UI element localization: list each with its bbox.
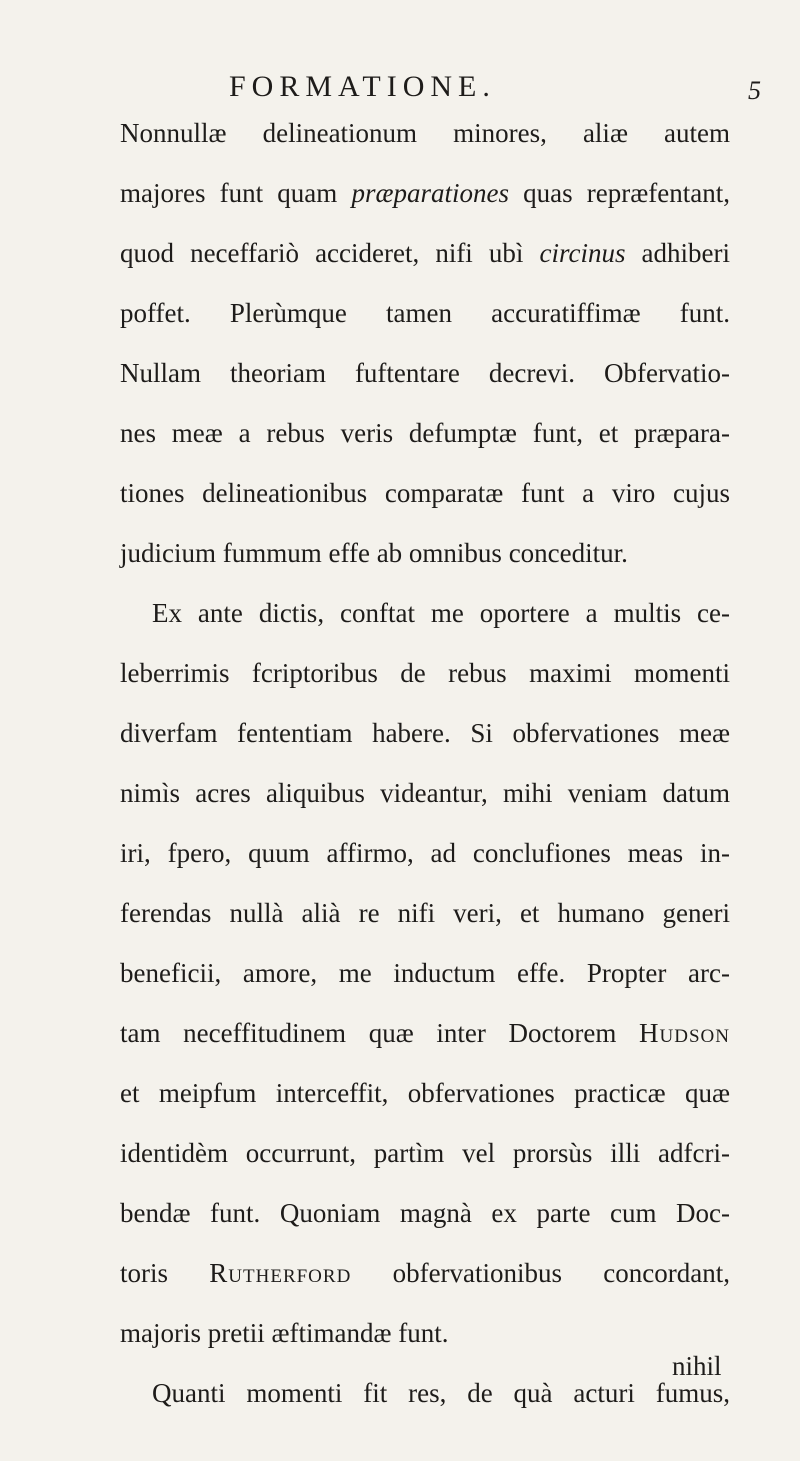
text-line: Quanti momenti fit res, de quà acturi fumus, xyxy=(152,1378,730,1408)
page-number: 5 xyxy=(748,76,761,105)
text-line: nes meæ a rebus veris defumptæ funt, et præpara- xyxy=(120,418,730,448)
italic-term: circinus xyxy=(539,238,626,268)
text-line: identidèm occurrunt, partìm vel prorsùs illi adfcri- xyxy=(120,1138,730,1168)
catchword: nihil xyxy=(672,1351,722,1381)
small-caps-name: Rutherford xyxy=(209,1258,352,1288)
text-line: Nonnullæ delineationum minores, aliæ autem xyxy=(120,118,730,148)
text-line: diverfam fententiam habere. Si obfervationes meæ xyxy=(120,718,730,748)
small-caps-name: Hudson xyxy=(639,1018,730,1048)
text-line: et meipfum interceffit, obfervationes practicæ quæ xyxy=(120,1078,730,1108)
text-line: majores funt quam præparationes quas repræfentant, xyxy=(120,178,730,208)
text-line: ferendas nullà alià re nifi veri, et humano generi xyxy=(120,898,730,928)
running-head: FORMATIONE. xyxy=(229,70,496,103)
text-line: tam neceffitudinem quæ inter Doctorem Hudson xyxy=(120,1018,730,1048)
text-line: Nullam theoriam fuftentare decrevi. Obfervatio- xyxy=(120,358,730,388)
text-line: tiones delineationibus comparatæ funt a viro cujus xyxy=(120,478,730,508)
text-line: iri, fpero, quum affirmo, ad conclufiones meas in- xyxy=(120,838,730,868)
text-line: judicium fummum effe ab omnibus conceditur. xyxy=(120,538,628,568)
italic-term: præparationes xyxy=(351,178,509,208)
text-line: beneficii, amore, me inductum effe. Propter arc- xyxy=(120,958,730,988)
text-line: nimìs acres aliquibus videantur, mihi veniam datum xyxy=(120,778,730,808)
text-line: Ex ante dictis, conftat me oportere a multis ce- xyxy=(152,598,730,628)
text-line: bendæ funt. Quoniam magnà ex parte cum Doc- xyxy=(120,1198,730,1228)
text-line: poffet. Plerùmque tamen accuratiffimæ funt. xyxy=(120,298,730,328)
text-line: majoris pretii æftimandæ funt. xyxy=(120,1318,449,1348)
text-line: leberrimis fcriptoribus de rebus maximi momenti xyxy=(120,658,730,688)
text-line: quod neceffariò accideret, nifi ubì circinus adhiberi xyxy=(120,238,730,268)
text-line: toris Rutherford obfervationibus concordant, xyxy=(120,1258,730,1288)
